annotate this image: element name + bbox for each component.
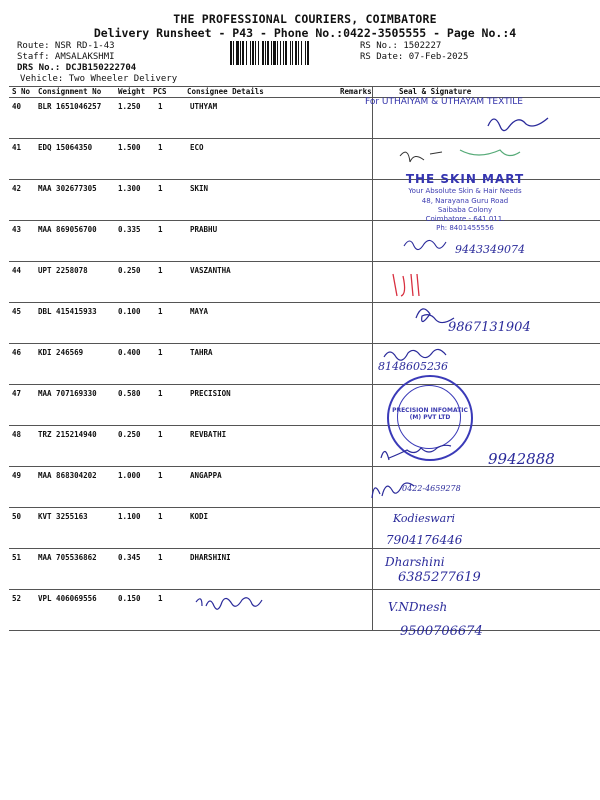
row-consignment-no: UPT 2258078: [38, 266, 88, 275]
row-consignment-no: MAA 302677305: [38, 184, 97, 193]
phone-kodi: 7904176446: [386, 533, 463, 547]
row-consignee: ANGAPPA: [190, 471, 222, 480]
col-header-consignee: Consignee Details: [187, 87, 264, 96]
row-sno: 40: [12, 102, 22, 111]
row-sno: 49: [12, 471, 22, 480]
phone-revathi: 9942888: [488, 450, 555, 468]
skin-stamp-title: THE SKIN MART: [405, 172, 525, 186]
row-weight: 1.300: [118, 184, 141, 193]
row-weight: 0.345: [118, 553, 141, 562]
table-row: [9, 102, 369, 114]
row-pcs: 1: [158, 512, 163, 521]
row-pcs: 1: [158, 594, 163, 603]
row-consignment-no: BLR 1651046257: [38, 102, 102, 111]
staff-label: Staff: AMSALAKSHMI: [17, 52, 115, 62]
phone-tahra: 8148605236: [378, 360, 448, 373]
row-consignment-no: VPL 406069556: [38, 594, 97, 603]
row-sno: 44: [12, 266, 22, 275]
skin-stamp-line4: Coimbatore - 641 011.: [425, 215, 505, 223]
phone-maya: 9867131904: [448, 320, 531, 335]
row-consignee: UTHYAM: [190, 102, 218, 111]
row-pcs: 1: [158, 348, 163, 357]
signature-uthaiyam: [480, 108, 550, 138]
row-pcs: 1: [158, 184, 163, 193]
barcode: [230, 41, 352, 65]
row-weight: 0.335: [118, 225, 141, 234]
signature-vpl-consignee: [190, 592, 280, 616]
row-sno: 47: [12, 389, 22, 398]
table-row: [9, 553, 369, 565]
row-weight: 1.000: [118, 471, 141, 480]
route-label: Route: NSR RD-1-43: [17, 41, 115, 51]
table-row: [9, 143, 369, 155]
col-header-remarks: Remarks: [340, 87, 372, 96]
table-row: [9, 512, 369, 524]
row-consignee: REVBATHI: [190, 430, 227, 439]
row-consignment-no: KVT 3255163: [38, 512, 88, 521]
row-pcs: 1: [158, 389, 163, 398]
signature-revbathi: [375, 440, 465, 468]
row-sno: 48: [12, 430, 22, 439]
precision-stamp-text: PRECISION INFOMATIC (M) PVT LTD: [392, 407, 468, 421]
rs-number: RS No.: 1502227: [360, 41, 442, 51]
table-row: [9, 225, 369, 237]
signature-vaszantha: [385, 270, 435, 300]
row-consignment-no: MAA 705536862: [38, 553, 97, 562]
table-row: [9, 471, 369, 483]
row-sno: 52: [12, 594, 22, 603]
row-consignee: PRABHU: [190, 225, 218, 234]
skin-stamp-line2: 48, Narayana Guru Road: [421, 197, 509, 205]
table-row: [9, 307, 369, 319]
table-row: [9, 389, 369, 401]
row-pcs: 1: [158, 266, 163, 275]
rs-date: RS Date: 07-Feb-2025: [360, 52, 469, 62]
row-weight: 0.100: [118, 307, 141, 316]
row-weight: 1.250: [118, 102, 141, 111]
row-weight: 1.500: [118, 143, 141, 152]
phone-dharshini: 6385277619: [398, 570, 481, 585]
table-row: [9, 594, 369, 606]
row-consignment-no: MAA 869056700: [38, 225, 97, 234]
row-sno: 46: [12, 348, 22, 357]
kodi-name: Kodieswari: [393, 512, 456, 525]
phone-prabhu: 9443349074: [455, 243, 525, 256]
phone-angappa: 0422-4659278: [402, 484, 461, 493]
row-consignee: DHARSHINI: [190, 553, 231, 562]
uthaiyam-stamp: For UTHAIYAM & UTHAYAM TEXTILE: [365, 97, 523, 107]
skin-stamp-line1: Your Absolute Skin & Hair Needs: [408, 187, 522, 195]
row-pcs: 1: [158, 225, 163, 234]
table-row: [9, 184, 369, 196]
table-row: [9, 430, 369, 442]
row-sno: 45: [12, 307, 22, 316]
row-sno: 43: [12, 225, 22, 234]
row-consignee: SKIN: [190, 184, 209, 193]
row-consignee: MAYA: [190, 307, 209, 316]
row-weight: 0.250: [118, 266, 141, 275]
col-header-consignment: Consignment No: [38, 87, 102, 96]
row-pcs: 1: [158, 143, 163, 152]
company-title: THE PROFESSIONAL COURIERS, COIMBATORE: [173, 12, 437, 26]
row-consignment-no: MAA 868304202: [38, 471, 97, 480]
vehicle-label: Vehicle: Two Wheeler Delivery: [20, 74, 178, 84]
col-header-seal: Seal & Signature: [399, 87, 472, 96]
row-pcs: 1: [158, 430, 163, 439]
row-sno: 41: [12, 143, 22, 152]
row-consignee: ECO: [190, 143, 204, 152]
col-header-weight: Weight: [118, 87, 146, 96]
col-header-sno: S No: [12, 87, 31, 96]
table-row: [9, 348, 369, 360]
skin-stamp-line3: Saibaba Colony: [437, 206, 493, 214]
row-weight: 0.400: [118, 348, 141, 357]
row-consignment-no: TRZ 215214940: [38, 430, 97, 439]
row-pcs: 1: [158, 102, 163, 111]
vdnesh-hand: V.NDnesh: [388, 600, 448, 614]
row-consignee: TAHRA: [190, 348, 213, 357]
row-weight: 0.150: [118, 594, 141, 603]
row-weight: 0.580: [118, 389, 141, 398]
signature-prabhu: [400, 232, 450, 254]
runsheet-subtitle: Delivery Runsheet - P43 - Phone No.:0422-3505555 - Page No.:4: [93, 26, 517, 40]
row-consignment-no: EDQ 15064350: [38, 143, 93, 152]
dharshini-name: Dharshini: [385, 555, 445, 569]
skin-stamp-line5: Ph: 8401455556: [436, 224, 494, 232]
row-consignment-no: MAA 707169330: [38, 389, 97, 398]
row-weight: 1.100: [118, 512, 141, 521]
row-sno: 51: [12, 553, 22, 562]
row-consignee: KODI: [190, 512, 209, 521]
row-consignment-no: DBL 415415933: [38, 307, 97, 316]
row-pcs: 1: [158, 553, 163, 562]
row-sno: 42: [12, 184, 22, 193]
col-header-pcs: PCS: [153, 87, 167, 96]
row-weight: 0.250: [118, 430, 141, 439]
phone-vdnesh: 9500706674: [400, 624, 483, 639]
skin-mart-stamp: [390, 140, 540, 230]
row-consignment-no: KDI 246569: [38, 348, 84, 357]
row-pcs: 1: [158, 307, 163, 316]
row-pcs: 1: [158, 471, 163, 480]
table-row: [9, 266, 369, 278]
drs-label: DRS No.: DCJB150222704: [17, 63, 137, 73]
row-consignee: PRECISION: [190, 389, 231, 398]
row-consignee: VASZANTHA: [190, 266, 231, 275]
row-sno: 50: [12, 512, 22, 521]
